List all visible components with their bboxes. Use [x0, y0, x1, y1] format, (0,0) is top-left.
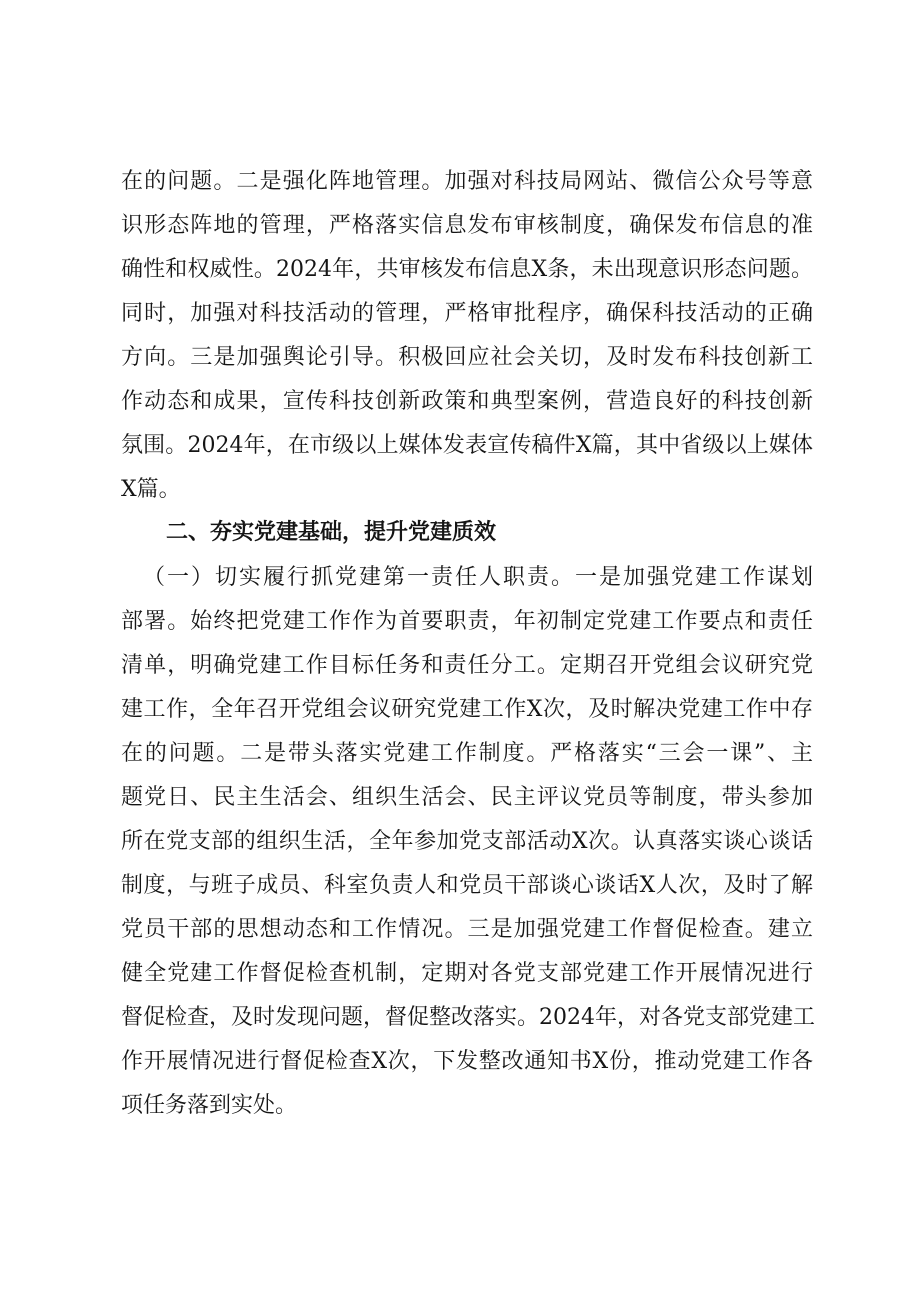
paragraph-line: 项任务落到实处。 — [121, 1093, 298, 1118]
paragraph-line: 在的问题。二是带头落实党建工作制度。严格落实“三会一课”、主 — [121, 741, 813, 766]
paragraph-line: 制度，与班子成员、科室负责人和党员干部谈心谈话X人次，及时了解 — [121, 873, 813, 898]
paragraph-line: 识形态阵地的管理，严格落实信息发布审核制度，确保发布信息的准 — [121, 213, 813, 238]
section-heading: 二、夯实党建基础，提升党建质效 — [166, 520, 497, 545]
paragraph-line: X篇。 — [121, 477, 181, 502]
paragraph-line: 作开展情况进行督促检查X次，下发整改通知书X份，推动党建工作各 — [121, 1049, 813, 1074]
paragraph-line: 清单，明确党建工作目标任务和责任分工。定期召开党组会议研究党 — [121, 653, 813, 678]
paragraph-line: 确性和权威性。2024年，共审核发布信息X条，未出现意识形态问题。 — [121, 257, 813, 282]
paragraph-line: 所在党支部的组织生活，全年参加党支部活动X次。认真落实谈心谈话 — [121, 829, 813, 854]
paragraph-line: 党员干部的思想动态和工作情况。三是加强党建工作督促检查。建立 — [121, 917, 813, 942]
paragraph-line: 健全党建工作督促检查机制，定期对各党支部党建工作开展情况进行 — [121, 961, 813, 986]
paragraph-line: 题党日、民主生活会、组织生活会、民主评议党员等制度，带头参加 — [121, 785, 813, 810]
paragraph-line: 部署。始终把党建工作作为首要职责，年初制定党建工作要点和责任 — [121, 609, 813, 634]
paragraph-line: 方向。三是加强舆论引导。积极回应社会关切，及时发布科技创新工 — [121, 345, 813, 370]
paragraph-line: （一）切实履行抓党建第一责任人职责。一是加强党建工作谋划 — [143, 565, 813, 590]
paragraph-line: 同时，加强对科技活动的管理，严格审批程序，确保科技活动的正确 — [121, 301, 813, 326]
paragraph-line: 氛围。2024年，在市级以上媒体发表宣传稿件X篇，其中省级以上媒体 — [121, 433, 813, 458]
paragraph-line: 督促检查，及时发现问题，督促整改落实。2024年，对各党支部党建工 — [121, 1005, 815, 1030]
paragraph-line: 在的问题。二是强化阵地管理。加强对科技局网站、微信公众号等意 — [121, 169, 813, 194]
paragraph-line: 建工作，全年召开党组会议研究党建工作X次，及时解决党建工作中存 — [121, 697, 813, 722]
paragraph-line: 作动态和成果，宣传科技创新政策和典型案例，营造良好的科技创新 — [121, 389, 813, 414]
